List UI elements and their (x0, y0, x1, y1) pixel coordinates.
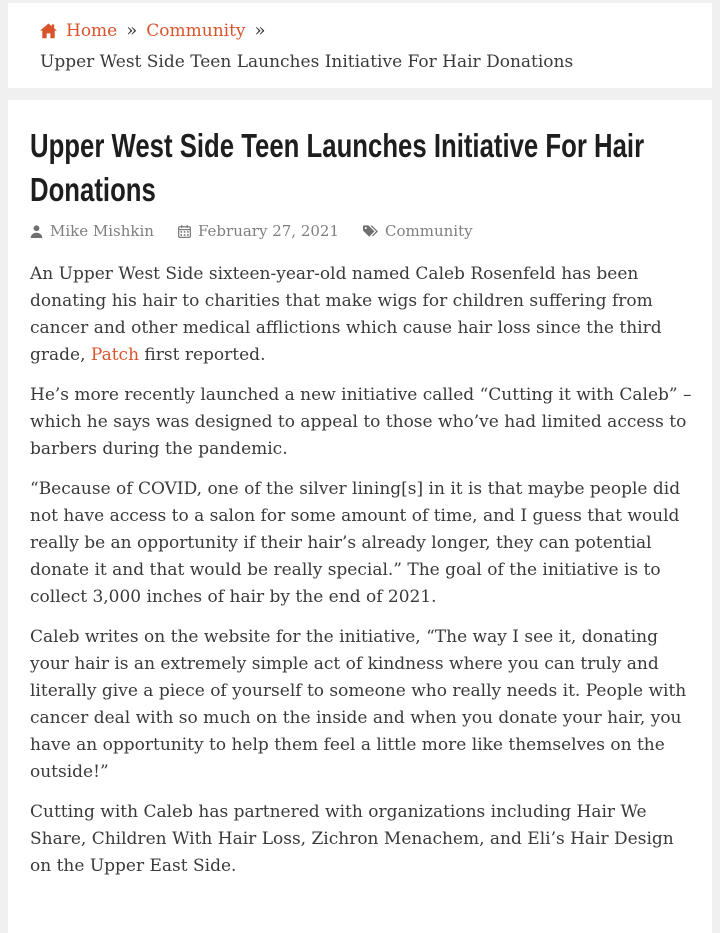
article-card (8, 100, 712, 933)
paragraph-5: Cutting with Caleb has partnered with organizations including Hair We Share, Children With Hair Loss, Zichron Menachem, and Eli’s Hair Design on the Upper East Side. (30, 802, 674, 877)
paragraph-1-text: An Upper West Side sixteen-year-old named Caleb Rosenfeld has been donating his hair to charities that make wigs for children suffering from cancer and other medical afflictions which cause hair loss since the third grade, (30, 264, 662, 366)
breadcrumb-link-home[interactable]: Home (66, 21, 118, 41)
breadcrumb (40, 18, 680, 44)
breadcrumb-card (8, 3, 712, 88)
tags-icon (363, 225, 378, 238)
meta-author (30, 222, 154, 240)
breadcrumb-link-community[interactable]: Community (146, 21, 246, 41)
article-body (30, 261, 694, 880)
meta-author-label[interactable]: Mike Mishkin (50, 222, 154, 241)
meta-category (363, 222, 473, 240)
article-meta (30, 222, 694, 240)
paragraph-2: He’s more recently launched a new initiative called “Cutting it with Caleb” – which he says was designed to appeal to those who’ve had limited access to barbers during the pandemic. (30, 385, 692, 460)
article-title: Upper West Side Teen Launches Initiative For Hair Donations (30, 127, 645, 208)
meta-date (178, 222, 339, 240)
paragraph-3: “Because of COVID, one of the silver lining[s] in it is that maybe people did not have access to a salon for some amount of time, and I guess that would really be an opportunity if their hair’s already longer, they can potential donate it and that would be really special.” The goal of the initiative is to collect 3,000 inches of hair by the end of 2021. (30, 479, 681, 608)
calendar-icon (178, 225, 191, 238)
paragraph-4: Caleb writes on the website for the initiative, “The way I see it, donating your hair is an extremely simple act of kindness where you can truly and literally give a piece of yourself to someone who really needs it. People with cancer deal with so much on the inside and when you donate your hair, you have an opportunity to help them feel a little more like themselves on the outside!” (30, 627, 687, 783)
patch-link[interactable]: Patch (90, 345, 140, 366)
paragraph-1 (30, 261, 694, 369)
home-icon[interactable] (40, 23, 57, 39)
breadcrumb-separator: » (126, 20, 138, 41)
paragraph-1-after: first reported. (139, 345, 266, 366)
meta-category-label[interactable]: Community (385, 222, 473, 241)
breadcrumb-current-page: Upper West Side Teen Launches Initiative For Hair Donations (40, 52, 574, 72)
user-icon (30, 225, 43, 238)
breadcrumb-separator: » (254, 20, 266, 41)
meta-date-label: February 27, 2021 (197, 222, 340, 241)
